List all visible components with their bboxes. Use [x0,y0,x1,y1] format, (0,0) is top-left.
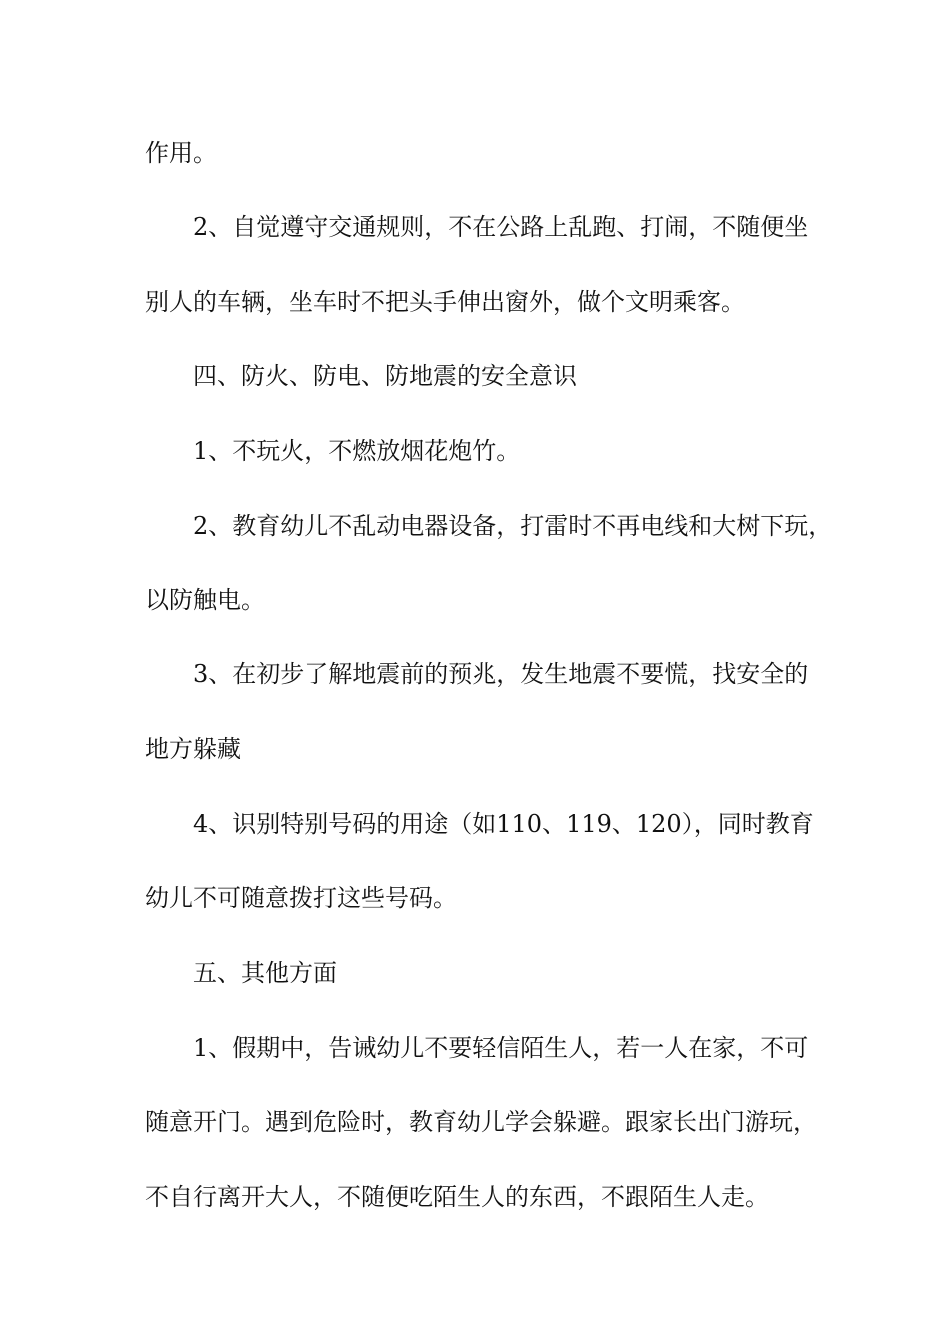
text-line: 以防触电。 [145,586,265,614]
text-line: 作用。 [145,139,217,167]
text-line: 随意开门。遇到危险时，教育幼儿学会躲避。跟家长出门游玩， [145,1108,817,1136]
text-line: 1、不玩火，不燃放烟花炮竹。 [193,437,521,465]
section-heading: 五、其他方面 [193,959,337,987]
text-line: 3、在初步了解地震前的预兆，发生地震不要慌，找安全的 [193,660,809,688]
text-line: 地方躲藏 [145,735,241,763]
text-line: 4、识别特别号码的用途（如110、119、120），同时教育 [193,810,814,838]
text-line: 2、教育幼儿不乱动电器设备，打雷时不再电线和大树下玩， [193,512,833,540]
text-line: 2、自觉遵守交通规则，不在公路上乱跑、打闹，不随便坐 [193,213,809,241]
text-line: 不自行离开大人，不随便吃陌生人的东西，不跟陌生人走。 [145,1183,769,1211]
text-line: 别人的车辆，坐车时不把头手伸出窗外，做个文明乘客。 [145,288,745,316]
text-line: 幼儿不可随意拨打这些号码。 [145,884,457,912]
section-heading: 四、防火、防电、防地震的安全意识 [193,362,577,390]
text-line: 1、假期中，告诫幼儿不要轻信陌生人，若一人在家，不可 [193,1034,809,1062]
